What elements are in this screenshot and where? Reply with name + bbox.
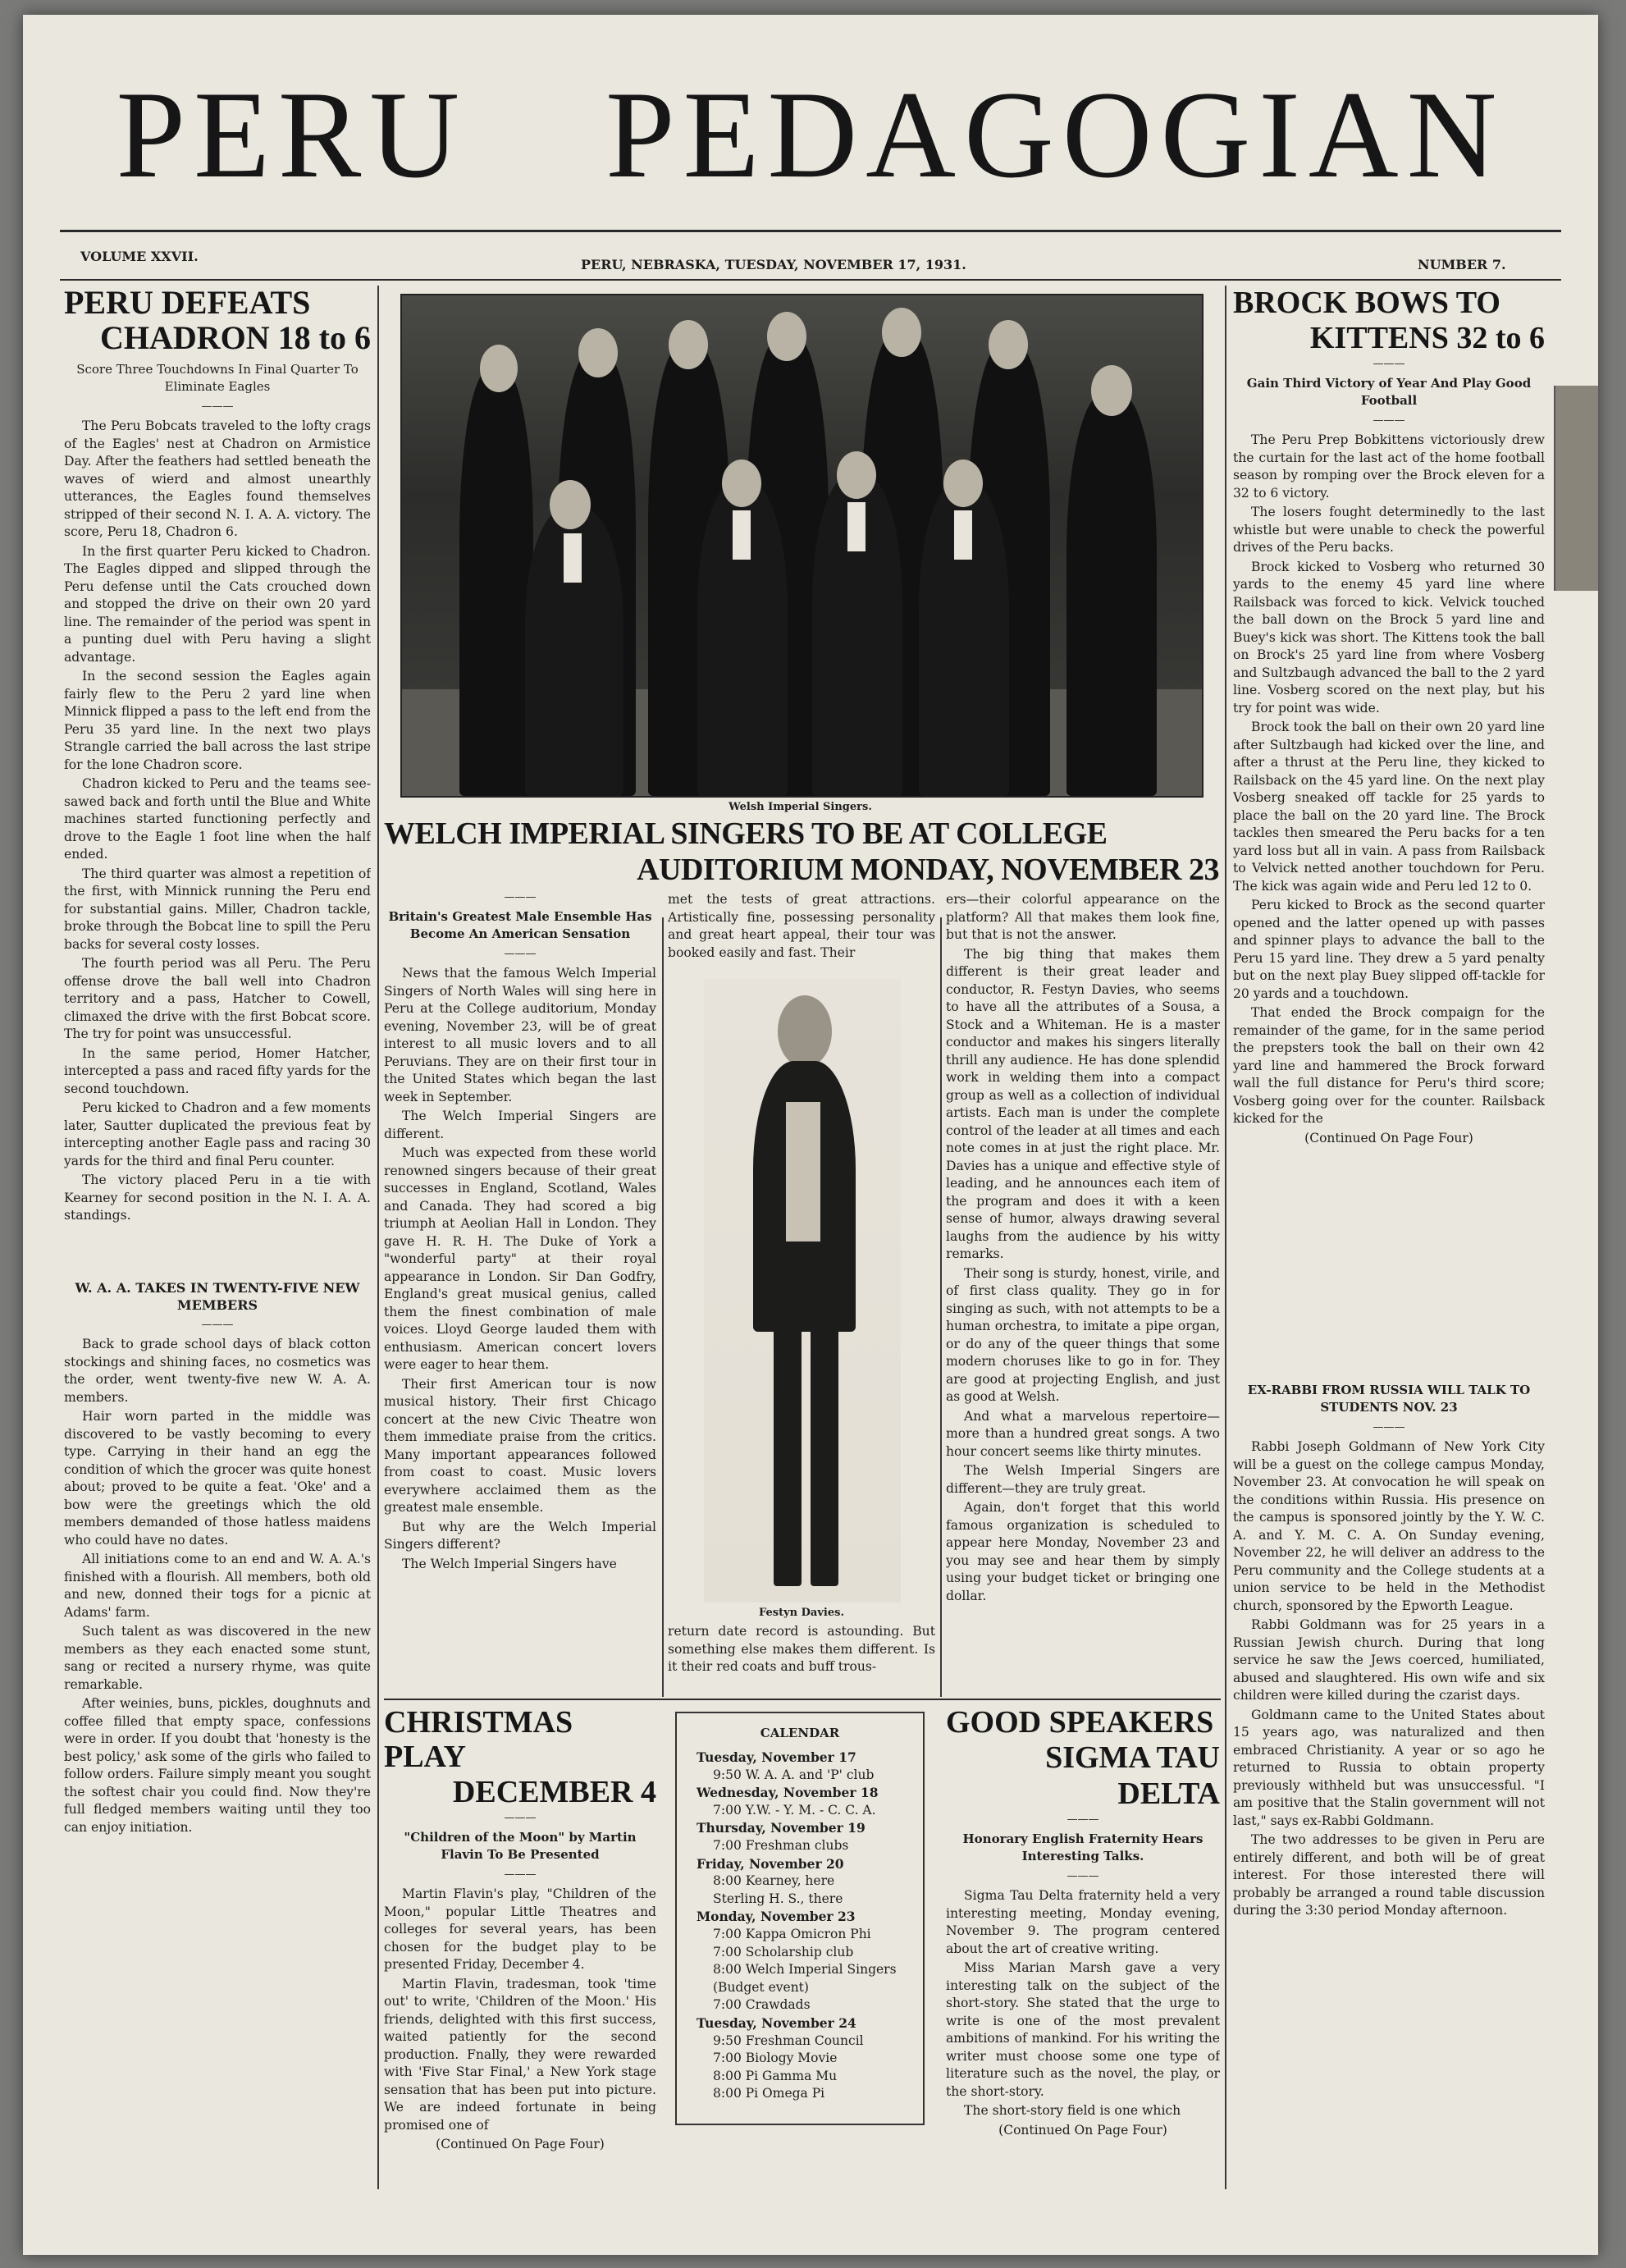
article-rabbi [1233, 1377, 1545, 2230]
paragraph: And what a marvelous repertoire—more than a hundred great songs. A two hour concert seems like thirty minutes. [946, 1408, 1220, 1459]
calendar-row: Wednesday, November 18 [697, 1785, 879, 1801]
headline-line-1: CHRISTMAS PLAY [384, 1705, 573, 1774]
calendar-row: 7:00 Y.W. - Y. M. - C. C. A. [713, 1802, 876, 1818]
welsh-column-3 [946, 891, 1220, 1695]
calendar-row: 8:00 Pi Omega Pi [713, 2086, 825, 2101]
paragraph: Such talent as was discovered in the new members as they each enacted some stunt, sang or recited a nursery rhyme, was quite remarkable. [64, 1624, 371, 1692]
issue-number: NUMBER 7. [1418, 257, 1506, 272]
photo-caption: Welsh Imperial Singers. [729, 801, 872, 813]
calendar-row: Monday, November 23 [697, 1909, 856, 1925]
headline-line-1: PERU DEFEATS [64, 286, 311, 321]
headline-line-1: BROCK BOWS TO [1233, 286, 1500, 320]
headline-line-1: GOOD SPEAKERS [946, 1705, 1214, 1740]
divider: ——— [1066, 1813, 1099, 1826]
paragraph: The Peru Prep Bobkittens victoriously drew the curtain for the last act of the home football season by romping over the Brock eleven for a 32 to 6 victory. [1233, 432, 1545, 501]
section-rule [384, 1699, 1221, 1700]
masthead-title: PERU PEDAGOGIAN [116, 66, 1505, 203]
calendar-list [677, 1749, 923, 2103]
calendar-row: 9:50 Freshman Council [713, 2033, 864, 2048]
calendar-row: (Budget event) [713, 1979, 809, 1995]
calendar-title: CALENDAR [760, 1726, 840, 1740]
paragraph: Much was expected from these world renowned singers because of their great successes in England, Scotland, Wales and Canada. They had scored a big triumph at Aeolian Hall in London. They gave H. R. H. The Duke of York a "wonderful party" at their royal appearance in London. Sir Dan Godfry, England's great musical genius, called them the finest combination of male voices. Lloyd George lauded them with enthusiasm. American concert lovers were eager to hear them. [384, 1145, 656, 1372]
divider: ——— [1373, 1421, 1405, 1434]
paragraph: Rabbi Joseph Goldmann of New York City will be a guest on the college campus Monday, November 23. At convocation he will speak on the conditions within Russia. His presence on the campus is sponsored jointly by the Y. W. C. A. and Y. M. C. A. On Sunday evening, November 22, he will deliver an address to the Peru community and the College students at a union service to be held in the Methodist church, sponsored by the Epworth League. [1233, 1439, 1545, 1613]
paragraph: News that the famous Welch Imperial Singers of North Wales will sing here in Peru at the College auditorium, Monday evening, November 23, will be of great interest to all music lovers and to all Peruvians. They are on their first tour in the United States which began the last week in September. [384, 966, 656, 1104]
paragraph: met the tests of great attractions. Artistically fine, possessing personality and great heart appeal, their tour was booked easily and fast. Their [668, 892, 935, 960]
group-photo [400, 294, 1204, 798]
continued-note: (Continued On Page Four) [436, 2137, 605, 2151]
article-christmas-play [384, 1705, 656, 2230]
newspaper-page [23, 15, 1598, 2255]
calendar-row: 7:00 Scholarship club [713, 1944, 854, 1959]
paragraph: Back to grade school days of black cotton stockings and shining faces, no cosmetics was the order, went twenty-five new W. A. A. members. [64, 1337, 371, 1405]
calendar-row: 8:00 Pi Gamma Mu [713, 2068, 838, 2083]
welsh-column-2-top [668, 891, 935, 965]
paragraph: Their song is sturdy, honest, virile, and of first class quality. They go in for singing as such, with not attempts to be a human orchestra, to imitate a pipe organ, or do any of the queer things that some modern choruses like to go in for. They are good at projecting English, and just as good at Welsh. [946, 1265, 1220, 1404]
paragraph: Hair worn parted in the middle was discovered to be vastly becoming to every type. Carrying in their hand an egg the condition of which the grocer was quite honest about; proved to be quite a feat. 'Oke' and a bow were the greetings which the old members demanded of those hatless maidens who could have no dates. [64, 1409, 371, 1548]
article-brock [1233, 286, 1545, 1369]
portrait-caption: Festyn Davies. [759, 1607, 844, 1619]
paragraph: Martin Flavin's play, "Children of the Moon," popular Little Theatres and colleges for several years, has been chosen for the budget play to be presented Friday, December 4. [384, 1886, 656, 1972]
paragraph: Rabbi Goldmann was for 25 years in a Russian Jewish church. During that long service he saw the Jews coerced, humiliated, abused and slaughtered. His own wife and six children were killed during the czarist days. [1233, 1617, 1545, 1703]
column-rule [940, 917, 942, 1697]
article-peru-defeats [64, 286, 371, 1270]
divider: ——— [1066, 1870, 1099, 1882]
headline: EX-RABBI FROM RUSSIA WILL TALK TO STUDENTS NOV. 23 [1247, 1383, 1531, 1415]
volume-number: VOLUME XXVII. [80, 249, 199, 264]
calendar-row: 7:00 Freshman clubs [713, 1837, 849, 1853]
paragraph: Sigma Tau Delta fraternity held a very interesting meeting, Monday evening, November 9. The program centered about the art of creative writing. [946, 1888, 1220, 1956]
paragraph: After weinies, buns, pickles, doughnuts and coffee filled that empty space, confessions were in order. If you doubt that 'honesty is the best policy,' ask some of the girls who failed to follow orders. Failure simply meant you sought the softest chair you could find. Now they're full fledged members waiting until they too can enjoy initiation. [64, 1696, 371, 1835]
paragraph: All initiations come to an end and W. A. A.'s finished with a flourish. All members, both old and new, donned their togs for a picnic at Adams' farm. [64, 1552, 371, 1620]
portrait-festyn-davies [704, 979, 901, 1603]
calendar-row: 8:00 Kearney, here [713, 1873, 835, 1889]
subhead: Score Three Touchdowns In Final Quarter To Eliminate Eagles [76, 362, 359, 394]
subhead: Gain Third Victory of Year And Play Good Football [1246, 376, 1532, 408]
paragraph: The Welsh Imperial Singers are different—they are truly great. [946, 1463, 1220, 1496]
calendar-row: Tuesday, November 17 [697, 1749, 856, 1765]
headline-line-2: KITTENS 32 to 6 [1309, 321, 1545, 355]
paragraph: Peru kicked to Brock as the second quarter opened and the latter opened up with passes and spinner plays to advance the ball to the Peru 15 yard line. They drew a 5 yard penalty but on the next play Buey slipped off-tackle for 20 yards and a touchdown. [1233, 898, 1545, 1001]
divider: ——— [1373, 414, 1405, 427]
dateline [23, 249, 1598, 273]
calendar-row: 7:00 Biology Movie [713, 2051, 838, 2066]
headline-line-2: DECEMBER 4 [452, 1775, 656, 1809]
headline-line-2: CHADRON 18 to 6 [100, 319, 371, 356]
calendar-row: 7:00 Kappa Omicron Phi [713, 1926, 871, 1941]
divider: ——— [504, 891, 537, 903]
paragraph: Chadron kicked to Peru and the teams see-sawed back and forth until the Blue and White machines started functioning perfectly and drove to the Eagle 1 foot line when the half ended. [64, 776, 371, 862]
continued-note: (Continued On Page Four) [998, 2122, 1167, 2138]
paragraph: That ended the Brock compaign for the remainder of the game, for in the same period the prepsters took the ball on their own 42 yard line and hammered the Brock forward wall the full distance for Peru's third score; Vosberg going over for the counter. Railsback kicked for the [1233, 1005, 1545, 1126]
headline: W. A. A. TAKES IN TWENTY-FIVE NEW MEMBERS [75, 1280, 360, 1313]
paragraph: The losers fought determinedly to the last whistle but were unable to check the powerful drives of the Peru backs. [1233, 505, 1545, 555]
paragraph: The fourth period was all Peru. The Peru offense drove the ball well into Chadron territory and a pass, Hatcher to Cowell, climaxed the drive with the first Bobcat score. The try for point was unsuccessful. [64, 956, 371, 1041]
paragraph: Goldmann came to the United States about 15 years ago, was naturalized and then embraced Christianity. A year or so ago he returned to Russia to obtain property previously withheld but was unsuccessful. "I am positive that the Stalin government will not last," says ex-Rabbi Goldmann. [1233, 1707, 1545, 1828]
subhead: Honorary English Fraternity Hears Interesting Talks. [962, 1831, 1204, 1863]
divider: ——— [201, 1319, 234, 1331]
calendar-row: Thursday, November 19 [697, 1820, 866, 1836]
paragraph: The short-story field is one which [964, 2103, 1181, 2118]
welsh-subhead: Britain's Greatest Male Ensemble Has Become An American Sensation [388, 909, 652, 941]
welsh-headline-line-1: WELCH IMPERIAL SINGERS TO BE AT COLLEGE [384, 816, 1108, 851]
divider: ——— [504, 1868, 537, 1881]
continued-note: (Continued On Page Four) [1304, 1130, 1473, 1145]
masthead-rule [60, 230, 1561, 232]
paragraph: ers—their colorful appearance on the platform? All that makes them look fine, but that is not the answer. [946, 892, 1220, 942]
paragraph: Martin Flavin, tradesman, took 'time out' to write, 'Children of the Moon.' His friends, delighted with this first success, waited patiently for the second production. Fnally, they were rewarded with 'Five Star Final,' a New York stage sensation that has been put into picture. We are indeed fortunate in being promised one of [384, 1976, 656, 2133]
calendar-row: Tuesday, November 24 [697, 2014, 856, 2031]
binding-tab [1554, 386, 1598, 591]
paragraph: The two addresses to be given in Peru are entirely different, and both will be of great interest. For those interested there will probably be arranged a round table discussion during the 3:30 period Monday afternoon. [1233, 1832, 1545, 1918]
paragraph: In the second session the Eagles again fairly flew to the Peru 2 yard line when Minnick flipped a pass to the left end from the Peru 35 yard line. In the next two plays Strangle carried the ball across the last stripe for the lone Chadron score. [64, 669, 371, 772]
dateline-rule [60, 279, 1561, 281]
divider: ——— [504, 948, 537, 960]
divider: ——— [201, 400, 234, 413]
calendar-row: Sterling H. S., there [713, 1891, 843, 1906]
paragraph: The victory placed Peru in a tie with Kearney for second position in the N. I. A. A. standings. [64, 1173, 371, 1223]
paragraph: Peru kicked to Chadron and a few moments later, Sautter duplicated the previous feat by intercepting another Eagle pass and racing 30 yards for the third and final Peru counter. [64, 1100, 371, 1168]
paragraph: The Welch Imperial Singers are different. [384, 1109, 656, 1141]
article-waa [64, 1274, 371, 2177]
column-rule [377, 286, 379, 2189]
calendar-row: 7:00 Crawdads [713, 1997, 811, 2013]
column-rule [1225, 286, 1226, 2189]
paragraph: In the same period, Homer Hatcher, intercepted a pass and raced fifty yards for the second touchdown. [64, 1045, 371, 1096]
paragraph: The Peru Bobcats traveled to the lofty crags of the Eagles' nest at Chadron on Armistice Day. After the feathers had settled beneath the waves of wierd and almost unearthly utterances, the Eagles found themselves stripped of their second N. I. A. A. victory. The score, Peru 18, Chadron 6. [64, 418, 371, 539]
paragraph: Brock kicked to Vosberg who returned 30 yards to the enemy 45 yard line where Railsback was forced to kick. Velvick touched the ball down on the Brock 5 yard line and Buey's kick was short. The Kittens took the ball on Brock's 25 yard line from where Vosberg and Sultzbaugh advanced the ball to the 2 yard line. Vosberg scored on the next play, but his try for point was wide. [1233, 559, 1545, 716]
divider: ——— [504, 1812, 537, 1824]
welsh-column-1 [384, 891, 656, 1695]
calendar-box [675, 1712, 925, 2125]
paragraph: Miss Marian Marsh gave a very interesting talk on the subject of the short-story. She stated that the urge to write is one of the most prevalent ambitions of mankind. For his writing the writer must choose some one type of literature such as the novel, the play, or the short-story. [946, 1960, 1220, 2099]
headline-line-2: SIGMA TAU DELTA [1045, 1740, 1220, 1811]
article-sigma-tau-delta [946, 1705, 1220, 2230]
calendar-row: 9:50 W. A. A. and 'P' club [713, 1767, 875, 1782]
paragraph: The third quarter was almost a repetition of the first, with Minnick running the Peru end for substantial gains. Miller, Chadron tackle, broke through the Bobcat line to spill the Peru backs for several costy losses. [64, 866, 371, 952]
paragraph: In the first quarter Peru kicked to Chadron. The Eagles dipped and slipped through the Peru defense until the Cats crouched down and stopped the drive on their own 20 yard line. The remainder of the period was spent in a punting duel with Peru having a slight advantage. [64, 543, 371, 665]
calendar-row: 8:00 Welch Imperial Singers [713, 1962, 897, 1978]
paragraph: Brock took the ball on their own 20 yard line after Sultzbaugh had kicked over the line, and after a thrust at the Peru line, they kicked to Railsback on the 45 yard line. On the next play Vosberg sneaked off tackle for 25 yards to place the ball on the 20 yard line. The Brock tackles then smeared the Peru backs for a ten yard loss but all in vain. A pass from Railsback to Velvick netted another touchdown for Peru. The kick was again wide and Peru led 12 to 0. [1233, 720, 1545, 894]
paragraph: The Welch Imperial Singers have [402, 1556, 617, 1571]
subhead: "Children of the Moon" by Martin Flavin To Be Presented [404, 1830, 637, 1862]
divider: ——— [1373, 358, 1405, 370]
welsh-headline-line-2: AUDITORIUM MONDAY, NOVEMBER 23 [637, 853, 1219, 887]
paragraph: Again, don't forget that this world famous organization is scheduled to appear here Monday, November 23 and you may see and hear them by simply using your budget ticket or bringing one dollar. [946, 1500, 1220, 1603]
calendar-row: Friday, November 20 [697, 1855, 844, 1872]
welsh-column-2-bottom [668, 1623, 935, 1697]
paragraph: But why are the Welch Imperial Singers different? [384, 1519, 656, 1552]
column-rule [662, 917, 664, 1697]
paragraph: The big thing that makes them different is their great leader and conductor, R. Festyn Davies, who seems to have all the attributes of a Sousa, a Stock and a Whiteman. He is a master conductor and makes his singers literally thrill any audience. He has done splendid work in welding them into a compact group as well as a collection of individual artists. Each man is under the complete control of the leader at all times and each note comes in at just the right place. Mr. Davies has a unique and effective style of leading, and he announces each item of the program and does it with a keen sense of humor, always drawing several laughs from the audience by his witty remarks. [946, 946, 1220, 1261]
place-and-date: PERU, NEBRASKA, TUESDAY, NOVEMBER 17, 1931. [581, 257, 966, 272]
paragraph: Their first American tour is now musical history. Their first Chicago concert at the new Civic Theatre won them immediate praise from the critics. Many important appearances followed from coast to coast. Music lovers everywhere acclaimed them as the greatest male ensemble. [384, 1376, 656, 1515]
paragraph: return date record is astounding. But something else makes them different. Is it their red coats and buff trous- [668, 1624, 935, 1674]
